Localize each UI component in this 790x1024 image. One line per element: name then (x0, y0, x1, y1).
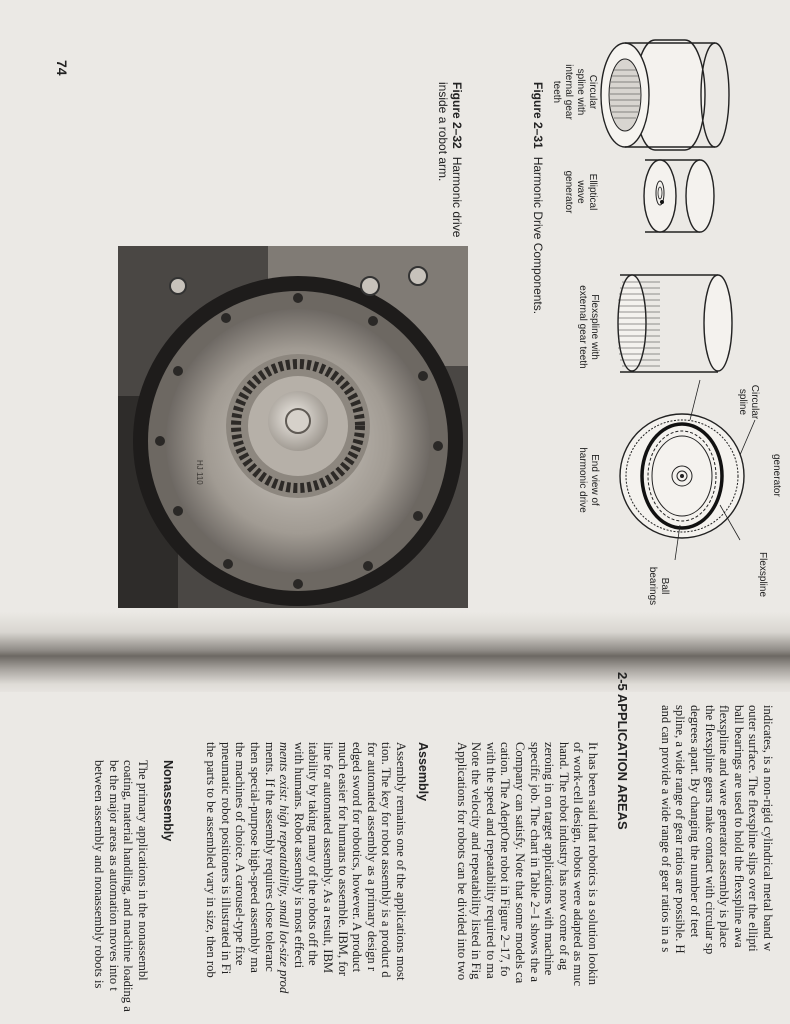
text-line: Note the velocity and repeatability listed in Fig (469, 742, 484, 980)
photo-illustration (118, 246, 468, 608)
text-line: tion. The key for robot assembly is a product d (379, 742, 394, 978)
text-line: specific job. The chart in Table 2–1 shows the a (527, 742, 542, 982)
text-line: ments exist: high repeatability, small lot-size prod (277, 742, 292, 994)
harmonic-drive-photo (118, 246, 468, 608)
figure-2-32-text-1: Harmonic drive (450, 156, 464, 238)
text-line: of work-cell design, robots were adapted as muc (571, 742, 586, 987)
text-line: edged sword for robotics, however. A product (350, 742, 365, 973)
text-line: cation. The AdeptOne robot in Figure 2–17, fo (498, 742, 513, 977)
text-line: much easier for humans to assemble. IBM, for (335, 742, 350, 976)
book-gutter (0, 612, 790, 692)
page-number: 74 (54, 60, 70, 76)
text-line: coating, material handling, and machine loading a (121, 760, 136, 1012)
flexspline-illustration (618, 275, 732, 372)
text-line: indicates, is a non-rigid cylindrical metal band w (761, 705, 775, 952)
text-line: flexspline and wave generator assembly is place (717, 705, 732, 948)
figure-2-31-number: Figure 2–31 (531, 82, 545, 149)
text-line: ball bearings are used to hold the flexspline awa (731, 705, 746, 948)
text-line: with the speed and repeatability required to ma (483, 742, 498, 979)
assembly-paragraph (204, 742, 408, 993)
nonassembly-heading: Nonassembly (161, 760, 175, 842)
text-line: ments. If the assembly requires close toleranc (262, 742, 277, 972)
assembly-heading: Assembly (416, 742, 430, 802)
figure-2-32-text-2: inside a robot arm. (436, 82, 450, 182)
label-flexspline: Flexspline with external gear teeth (577, 285, 600, 369)
label-circular-spline: Circular spline with internal gear teeth (551, 64, 598, 120)
end-view-illustration (620, 380, 755, 560)
label-end-view: End view of harmonic drive (577, 447, 600, 513)
circular-spline-illustration (601, 40, 729, 150)
text-line: zeroing in on target applications with machine (542, 742, 557, 976)
label-callout-generator: generator (771, 454, 782, 497)
text-line: It has been said that robotics is a solution lookin (586, 742, 600, 986)
text-line: for automated assembly as a primary design r (364, 742, 379, 972)
label-wave-generator: Elliptical wave generator (563, 170, 598, 214)
text-line: hand. The robot industry has now come of ag (556, 742, 571, 971)
top-paragraph (658, 705, 775, 954)
text-line: between assembly and nonassembly robots is (92, 760, 107, 989)
nonassembly-paragraph (92, 760, 150, 1012)
text-line: Assembly remains one of the applications most (394, 742, 408, 981)
label-callout-circular: Circular spline (737, 384, 760, 420)
text-line: pneumatic robot positioners is illustrated in Fi (218, 742, 233, 975)
wave-generator-illustration (644, 160, 714, 232)
text-line: be the major areas as automation moves into t (106, 760, 121, 991)
section-paragraph (454, 742, 600, 986)
section-heading: 2-5 APPLICATION AREAS (615, 672, 630, 830)
text-line: Applications for robots can be divided into two (454, 742, 469, 981)
text-line: with humans. Robot assembly is most effecti (291, 742, 306, 969)
text-line: line for automated assembly. As a result, IBM (321, 742, 336, 974)
text-line: degrees apart. By changing the number of teet (688, 705, 703, 938)
figure-2-32-number: Figure 2–32 (450, 82, 464, 149)
text-line: outer surface. The flexspline slips over the ellipti (746, 705, 761, 952)
photo-plate-marking: HJ 110 (195, 460, 204, 485)
text-line: spline, a wide range of gear ratios are possible. H (673, 705, 688, 954)
text-line: the machines of choice. A carousel-type fixe (233, 742, 248, 966)
text-line: itability by taking many of the robots off the (306, 742, 321, 966)
text-line: Company can satisfy. Note that some models ca (513, 742, 528, 984)
label-callout-flexspline: Flexspline (757, 552, 768, 598)
text-line: the flexspline gears make contact with circular sp (702, 705, 717, 955)
text-line: the parts to be assembled vary in size, then rob (204, 742, 219, 978)
label-callout-ball: Ball bearings (647, 566, 670, 606)
text-line: The primary applications in the nonassembl (136, 760, 150, 981)
figure-2-31-text: Harmonic Drive Components. (531, 156, 545, 315)
text-line: and can provide a wide range of gear ratios in a s (658, 705, 673, 953)
text-line: then special-purpose high-speed assembly ma (248, 742, 263, 973)
